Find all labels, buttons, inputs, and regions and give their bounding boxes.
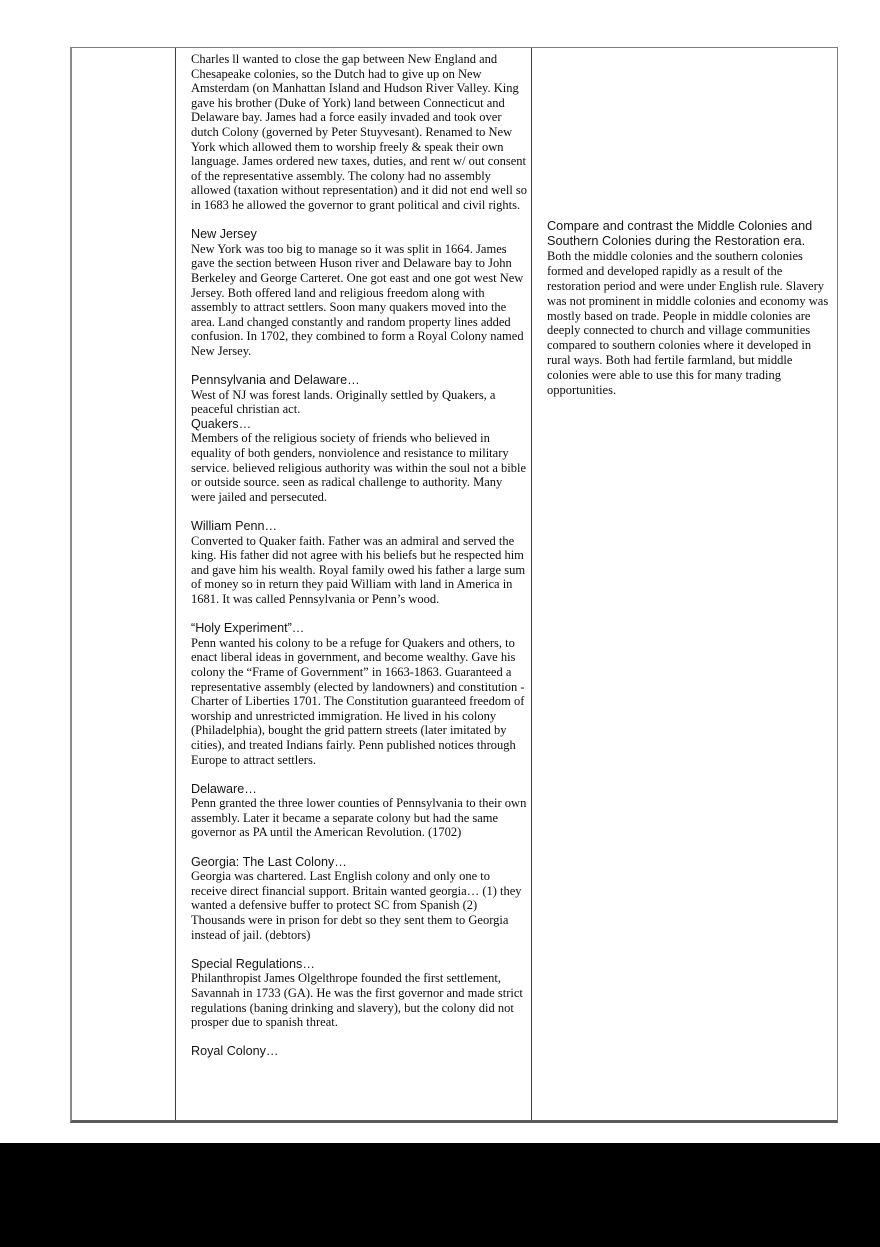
- note-heading: Pennsylvania and Delaware…: [191, 373, 360, 388]
- note-heading: New Jersey: [191, 227, 257, 242]
- note-spacer: [191, 358, 529, 373]
- note-body: New York was too big to manage so it was split in 1664. James gave the section between Huson river and Delaware bay to John Berkeley and George Carteret. One got east and one got west New Jersey. Both offered land and religious freedom along with assembly to attract settlers. Soon many quakers moved into the area. Land changed constantly and random property lines added confusion. In 1702, they combined to form a Royal Colony named New Jersey.: [191, 241, 524, 358]
- notes-table: [70, 47, 838, 1123]
- note-spacer: [191, 213, 529, 228]
- note-heading: Delaware…: [191, 781, 257, 796]
- answer-column-cell: [532, 48, 840, 1120]
- note-body: Penn granted the three lower counties of Pennsylvania to their own assembly. Later it became a separate colony but had the same governor as PA until the American Revolution. (1702): [191, 796, 527, 840]
- note-spacer: [191, 942, 529, 957]
- note-spacer: [191, 840, 529, 855]
- note-body: Georgia was chartered. Last English colony and only one to receive direct financial support. Britain wanted georgia… (1) they wanted a defensive buffer to protect SC from Spanish (2) Thousands were in prison for debt so they sent them to Georgia instead of jail. (debtors): [191, 869, 522, 942]
- note-heading: Special Regulations…: [191, 956, 315, 971]
- note-spacer: [191, 504, 529, 519]
- note-heading: Georgia: The Last Colony…: [191, 854, 347, 869]
- notes-column-cell: [176, 48, 532, 1120]
- empty-left-column-cell: [72, 48, 176, 1120]
- note-body: Philanthropist James Olgelthrope founded the first settlement, Savannah in 1733 (GA). He was the first governor and made strict regulations (baning drinking and slavery), but the colony did not prosper due to spanish threat.: [191, 971, 523, 1030]
- answer-paragraph: Both the middle colonies and the southern colonies formed and developed rapidly as a result of the restoration period and were under English rule. Slavery was not prominent in middle colonies and economy was mostly based on trade. People in middle colonies are deeply connected to church and village communities compared to southern colonies where it developed in rural ways. Both had fertile farmland, but middle colonies were able to use this for many trading opportunities.: [547, 249, 829, 397]
- note-body: Charles ll wanted to close the gap between New England and Chesapeake colonies, so the Dutch had to give up on New Amsterdam (on Manhattan Island and Hudson River Valley. King gave his brother (Duke of York) land between Connecticut and Delaware bay. James had a force easily invaded and took over dutch Colony (governed by Peter Stuyvesant). Renamed to New York which allowed them to worship freely & speak their own language. James ordered new taxes, duties, and rent w/ out consent of the representative assembly. The colony had no assembly allowed (taxation without representation) and it did not end well so in 1683 he allowed the governor to grant political and civil rights.: [191, 52, 528, 212]
- note-body: Converted to Quaker faith. Father was an admiral and served the king. His father did not agree with his beliefs but he respected him and gave him his wealth. Royal family owed his father a large sum of money so in return they paid William with land in America in 1681. It was called Pennsylvania or Penn’s wood.: [191, 533, 526, 606]
- note-spacer: [191, 607, 529, 622]
- note-spacer: [191, 1030, 529, 1045]
- note-heading: Royal Colony…: [191, 1044, 279, 1059]
- note-body: Members of the religious society of friends who believed in equality of both genders, nonviolence and resistance to military service. believed religious authority was within the soul not a bible or outside source. seen as radical challenge to authority. Many were jailed and persecuted.: [191, 431, 526, 504]
- note-spacer: [191, 767, 529, 782]
- note-body: West of NJ was forest lands. Originally settled by Quakers, a peaceful christian act.: [191, 387, 496, 417]
- viewer-background-area: [0, 1143, 880, 1247]
- note-heading: “Holy Experiment”…: [191, 621, 305, 636]
- note-body: Penn wanted his colony to be a refuge for Quakers and others, to enact liberal ideas in government, and become wealthy. Gave his colony the “Frame of Government” in 1663-1863. Guaranteed a representative assembly (elected by landowners) and constitution -Charter of Liberties 1701. The Constitution guaranteed freedom of worship and unrestricted immigration. He lived in his colony (Philadelphia), bought the grid pattern streets (later imitated by cities), and treated Indians fairly. Penn published notices through Europe to attract settlers.: [191, 635, 525, 767]
- note-heading: William Penn…: [191, 519, 278, 533]
- note-heading: Quakers…: [191, 416, 252, 431]
- answer-question-heading: Compare and contrast the Middle Colonies and Southern Colonies during the Restoration era.: [547, 219, 813, 249]
